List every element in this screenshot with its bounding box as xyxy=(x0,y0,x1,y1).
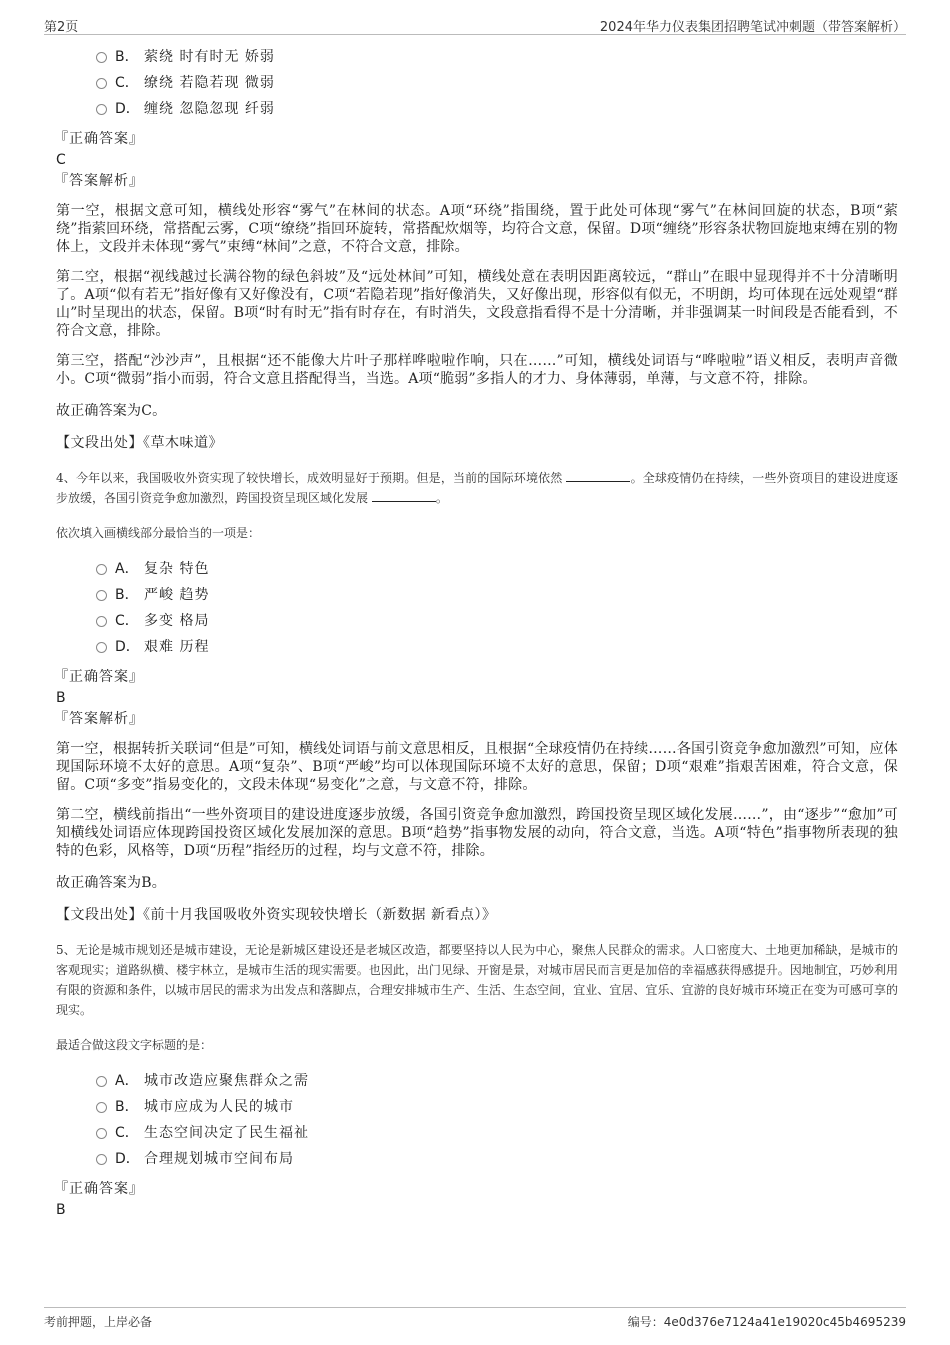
radio-icon[interactable] xyxy=(96,564,107,575)
page-header xyxy=(44,14,906,35)
stem-text: 。 xyxy=(435,491,448,505)
radio-icon[interactable] xyxy=(96,78,107,89)
analysis-conclusion: 故正确答案为B。 xyxy=(56,875,166,891)
stem-text: 无论是城市规划还是城市建设，无论是新城区建设还是老城区改造，都要坚持以人民为中心，聚焦人民群众的需求。人口密度大、土地更加稀缺，是城市的客观现实；道路纵横、楼宇林立，是城市生活的现实需要。也因此，出门见绿、开窗是景，对城市居民而言更是加倍的幸福感获得感提升。因地制宜，巧妙利用有限的资源和条件，以城市居民的需求为出发点和落脚点，合理安排城市生产、生活、生态空间，宜业、宜居、宜乐、宜游的良好城市环境正在变为可感可享的现实。 xyxy=(56,943,898,1017)
question-prompt: 最适合做这段文字标题的是： xyxy=(56,1038,213,1052)
footer-slogan: 考前押题，上岸必备 xyxy=(44,1315,153,1329)
option-letter: C． xyxy=(115,75,139,91)
option-c[interactable] xyxy=(96,608,898,634)
source-citation: 【文段出处】《前十月我国吸收外资实现较快增长（新数据 新看点）》 xyxy=(56,907,497,923)
analysis-conclusion: 故正确答案为C。 xyxy=(56,403,167,419)
analysis-paragraph: 第二空，横线前指出“一些外资项目的建设进度逐步放缓，各国引资竞争愈加激烈，跨国投资呈现区域化发展……”，由“逐步”“愈加”可知横线处词语应体现跨国投资区域化发展加深的意思。B项“趋势”指事物发展的动向，符合文意，当选。A项“特色”指事物所表现的独特的色彩，风格等，D项“历程”指经历的过程，均与文意不符，排除。 xyxy=(56,807,898,859)
option-letter: A． xyxy=(115,561,139,577)
analysis-label: 『答案解析』 xyxy=(54,173,144,189)
option-text: 缠绕 忽隐忽现 纤弱 xyxy=(144,101,275,117)
answer-label: 『正确答案』 xyxy=(54,131,144,147)
answer-value: B xyxy=(56,690,66,706)
radio-icon[interactable] xyxy=(96,590,107,601)
question-5-stem xyxy=(56,940,898,1020)
option-text: 生态空间决定了民生福祉 xyxy=(144,1125,309,1141)
option-b[interactable] xyxy=(96,582,898,608)
analysis-paragraph: 第一空，根据转折关联词“但是”可知，横线处词语与前文意思相反，且根据“全球疫情仍在持续……各国引资竞争愈加激烈”可知，应体现国际环境不太好的意思。A项“复杂”、B项“严峻”均可以体现国际环境不太好的意思，保留；D项“艰难”指艰苦困难，符合文意，保留。C项“多变”指易变化的，文段未体现“易变化”之意，与文意不符，排除。 xyxy=(56,741,898,793)
option-letter: D． xyxy=(115,101,140,117)
option-letter: D． xyxy=(115,639,140,655)
question-number: 4、 xyxy=(56,471,76,485)
radio-icon[interactable] xyxy=(96,52,107,63)
answer-label: 『正确答案』 xyxy=(54,1181,144,1197)
option-text: 缭绕 若隐若现 微弱 xyxy=(144,75,275,91)
answer-value: C xyxy=(56,152,66,168)
option-a[interactable] xyxy=(96,1068,898,1094)
analysis-paragraph: 第一空，根据文意可知，横线处形容“雾气”在林间的状态。A项“环绕”指围绕，置于此处可体现“雾气”在林间回旋的状态，B项“萦绕”指萦回环绕，常搭配云雾，C项“缭绕”指回环旋转，常搭配炊烟等，均符合文意，保留。D项“缠绕”形容条状物回旋地束缚在别的物体上，文段并未体现“雾气”束缚“林间”之意，不符合文意，排除。 xyxy=(56,203,898,255)
analysis-paragraph: 第二空，根据“视线越过长满谷物的绿色斜坡”及“远处林间”可知，横线处意在表明因距离较远，“群山”在眼中显现得并不十分清晰明了。A项“似有若无”指好像有又好像没有，C项“若隐若现”指好像消失，又好像出现，形容似有似无，不明朗，均可体现在远处观望“群山”时呈现出的状态，保留。B项“时有时无”指有时存在，有时消失，文段意指看得不是十分清晰，并非强调某一时间段是否能看到，不符合文意，排除。 xyxy=(56,269,898,339)
document-title: 2024年华力仪表集团招聘笔试冲刺题（带答案解析） xyxy=(599,20,906,35)
option-b[interactable] xyxy=(96,1094,898,1120)
radio-icon[interactable] xyxy=(96,1128,107,1139)
option-text: 艰难 历程 xyxy=(144,639,210,655)
option-letter: A． xyxy=(115,1073,139,1089)
source-citation: 【文段出处】《草木味道》 xyxy=(56,435,223,451)
question-4-options xyxy=(56,556,898,660)
option-letter: B． xyxy=(115,49,139,65)
question-5-options xyxy=(56,1068,898,1172)
fill-blank xyxy=(372,489,436,502)
option-text: 复杂 特色 xyxy=(144,561,210,577)
answer-label: 『正确答案』 xyxy=(54,669,144,685)
radio-icon[interactable] xyxy=(96,642,107,653)
option-text: 合理规划城市空间布局 xyxy=(144,1151,294,1167)
radio-icon[interactable] xyxy=(96,616,107,627)
option-letter: B． xyxy=(115,1099,139,1115)
option-text: 萦绕 时有时无 娇弱 xyxy=(144,49,275,65)
option-letter: C． xyxy=(115,613,139,629)
analysis-paragraph: 第三空，搭配“沙沙声”，且根据“还不能像大片叶子那样哗啦啦作响，只在……”可知，横线处词语与“哗啦啦”语义相反，表明声音微小。C项“微弱”指小而弱，符合文意且搭配得当，当选。A项“脆弱”多指人的才力、身体薄弱，单薄，与文意不符，排除。 xyxy=(56,353,898,387)
radio-icon[interactable] xyxy=(96,104,107,115)
option-d[interactable] xyxy=(96,634,898,660)
page-content xyxy=(56,44,898,1220)
option-c[interactable] xyxy=(96,1120,898,1146)
option-d[interactable] xyxy=(96,1146,898,1172)
option-text: 城市改造应聚焦群众之需 xyxy=(144,1073,309,1089)
page-footer xyxy=(44,1307,906,1330)
stem-text: 今年以来，我国吸收外资实现了较快增长，成效明显好于预期。但是，当前的国际环境依然 xyxy=(75,471,567,485)
radio-icon[interactable] xyxy=(96,1102,107,1113)
radio-icon[interactable] xyxy=(96,1154,107,1165)
stem-text: 。全球疫情仍在持续，一些外资项目的建设进度逐步放缓，各国引资竞争愈加激烈，跨国投资呈现区域化发展 xyxy=(56,471,898,505)
option-text: 多变 格局 xyxy=(144,613,210,629)
question-3-options xyxy=(56,44,898,122)
question-4-stem xyxy=(56,468,898,508)
question-prompt: 依次填入画横线部分最恰当的一项是： xyxy=(56,526,261,540)
option-d[interactable] xyxy=(96,96,898,122)
option-letter: B． xyxy=(115,587,139,603)
analysis-label: 『答案解析』 xyxy=(54,711,144,727)
option-text: 城市应成为人民的城市 xyxy=(144,1099,294,1115)
option-letter: C． xyxy=(115,1125,139,1141)
option-letter: D． xyxy=(115,1151,140,1167)
fill-blank xyxy=(566,469,630,482)
question-number: 5、 xyxy=(56,943,76,957)
option-b[interactable] xyxy=(96,44,898,70)
document-id: 编号：4e0d376e7124a41e19020c45b4695239 xyxy=(627,1315,906,1329)
radio-icon[interactable] xyxy=(96,1076,107,1087)
answer-value: B xyxy=(56,1202,66,1218)
option-a[interactable] xyxy=(96,556,898,582)
page-number: 第2页 xyxy=(44,20,79,35)
option-c[interactable] xyxy=(96,70,898,96)
option-text: 严峻 趋势 xyxy=(144,587,210,603)
